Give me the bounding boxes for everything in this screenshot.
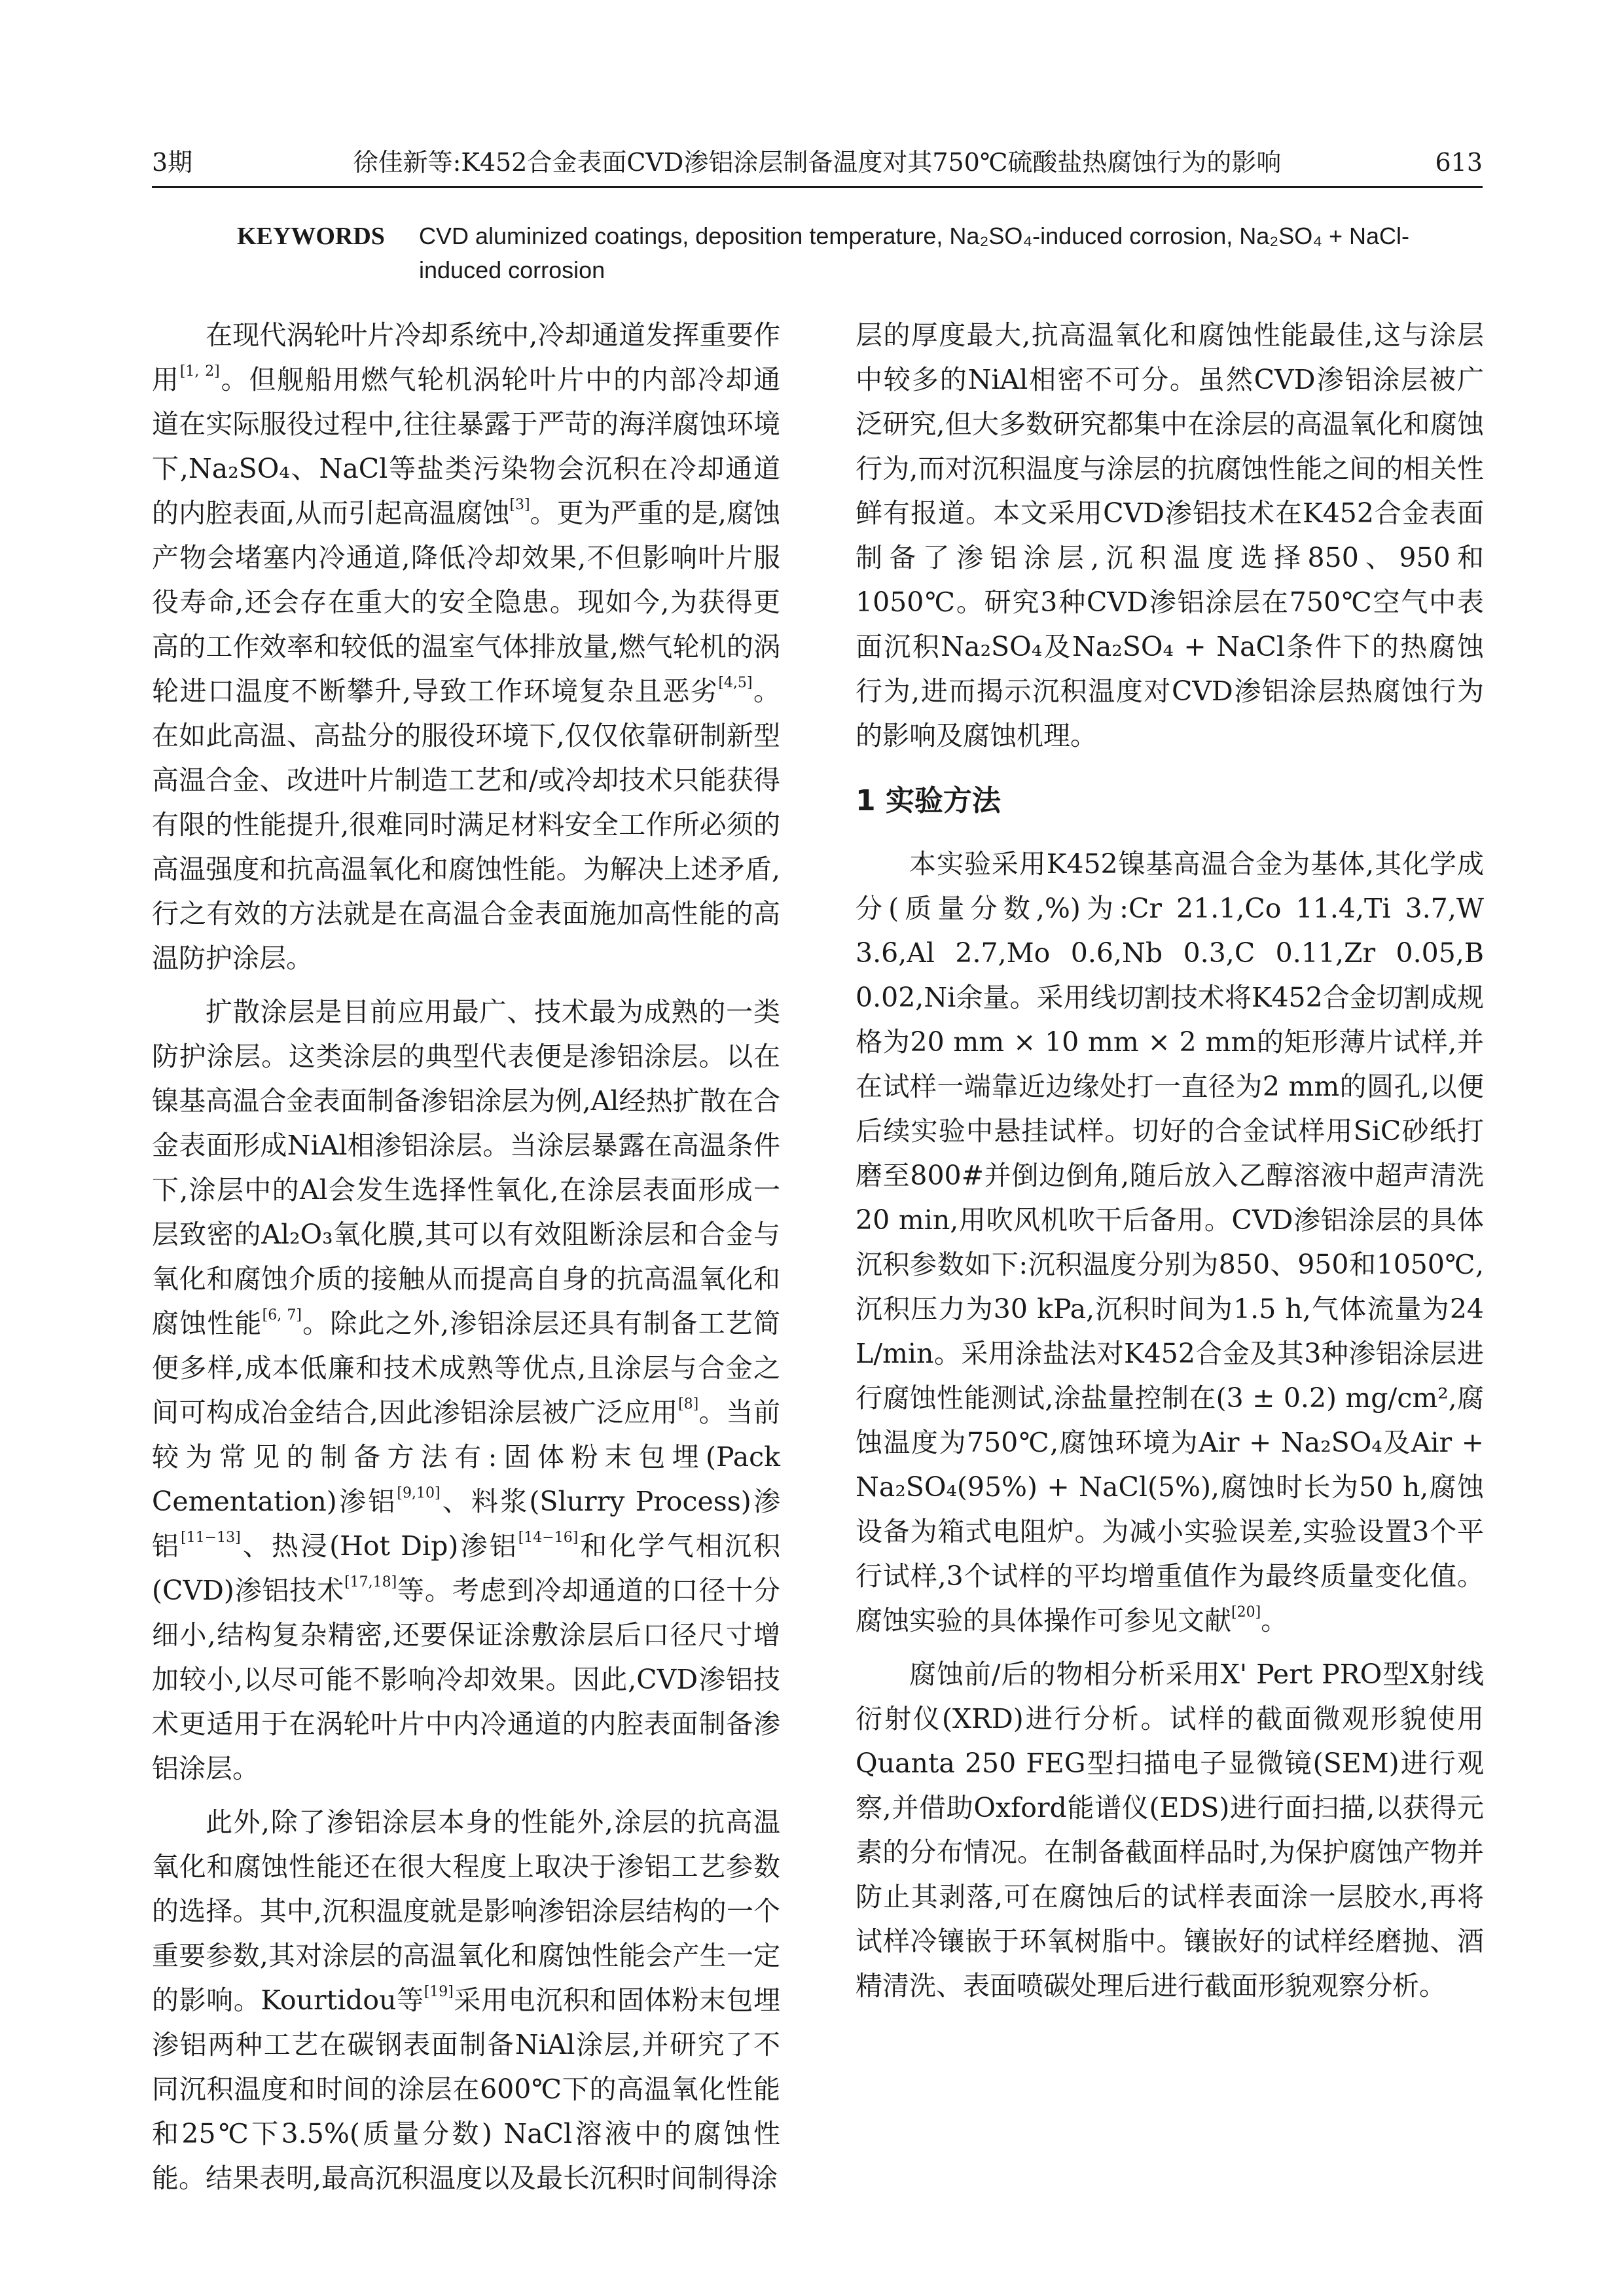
text-run: 。更为严重的是,腐蚀产物会堵塞内冷通道,降低冷却效果,不但影响叶片服役寿命,还会存在重大的安全隐患。现如今,为获得更高的工作效率和较低的温室气体排放量,燃气轮机的涡轮进口温度不断攀升,导致工作环境复杂且恶劣: [152, 497, 780, 707]
text-run: 在现代涡轮叶片冷却系统中,冷却通道发挥重要作用: [152, 319, 780, 395]
text-run: 、热浸(Hot Dip)渗铝: [240, 1530, 518, 1562]
citation: [17,18]: [344, 1574, 397, 1590]
right-column: [856, 313, 1484, 2017]
methods-paragraph-1: [856, 842, 1484, 1643]
citation: [14−16]: [518, 1530, 579, 1546]
keywords-text: CVD aluminized coatings, deposition temperature, Na₂SO₄-induced corrosion, Na₂SO₄ + NaCl-induced corrosion: [419, 223, 1410, 283]
text-run: 和化学气相沉积(CVD)渗铝技术: [152, 1530, 781, 1606]
intro-paragraph-3-continued: 层的厚度最大,抗高温氧化和腐蚀性能最佳,这与涂层中较多的NiAl相密不可分。虽然CVD渗铝涂层被广泛研究,但大多数研究都集中在涂层的高温氧化和腐蚀行为,而对沉积温度与涂层的抗腐蚀性能之间的相关性鲜有报道。本文采用CVD渗铝技术在K452合金表面制备了渗铝涂层,沉积温度选择850、950和1050℃。研究3种CVD渗铝涂层在750℃空气中表面沉积Na₂SO₄及Na₂SO₄ + NaCl条件下的热腐蚀行为,进而揭示沉积温度对CVD渗铝涂层热腐蚀行为的影响及腐蚀机理。: [856, 319, 1484, 751]
keywords-block: [237, 219, 1415, 287]
issue-number: 3期: [152, 148, 193, 177]
keywords-label: KEYWORDS: [237, 223, 385, 250]
intro-paragraph-2: [152, 990, 780, 1791]
citation: [6, 7]: [262, 1307, 302, 1323]
text-run: 。在如此高温、高盐分的服役环境下,仅仅依靠研制新型高温合金、改进叶片制造工艺和/或冷却技术只能获得有限的性能提升,很难同时满足材料安全工作所必须的高温强度和抗高温氧化和腐蚀性能。为解决上述矛盾,行之有效的方法就是在高温合金表面施加高性能的高温防护涂层。: [152, 675, 781, 974]
page-number: 613: [1435, 148, 1483, 177]
text-run: 。: [1261, 1605, 1288, 1636]
text-run: 扩散涂层是目前应用最广、技术最为成熟的一类防护涂层。这类涂层的典型代表便是渗铝涂层。以在镍基高温合金表面制备渗铝涂层为例,Al经热扩散在合金表面形成NiAl相渗铝涂层。当涂层暴露在高温条件下,涂层中的Al会发生选择性氧化,在涂层表面形成一层致密的Al₂O₃氧化膜,其可以有效阻断涂层和合金与氧化和腐蚀介质的接触从而提高自身的抗高温氧化和腐蚀性能: [152, 996, 780, 1339]
intro-paragraph-1: [152, 313, 780, 980]
section-heading: 1 实验方法: [856, 784, 1001, 817]
citation: [1, 2]: [179, 363, 220, 380]
text-run: 。但舰船用燃气轮机涡轮叶片中的内部冷却通道在实际服役过程中,往往暴露于严苛的海洋腐蚀环境下,Na₂SO₄、NaCl等盐类污染物会沉积在冷却通道的内腔表面,从而引起高温腐蚀: [152, 364, 781, 529]
text-run: 。当前较为常见的制备方法有:固体粉末包埋(Pack Cementation)渗铝: [152, 1397, 781, 1517]
text-run: 。除此之外,渗铝涂层还具有制备工艺简便多样,成本低廉和技术成熟等优点,且涂层与合金之间可构成冶金结合,因此渗铝涂层被广泛应用: [152, 1308, 780, 1428]
citation: [8]: [678, 1396, 699, 1412]
citation: [11−13]: [181, 1530, 241, 1546]
text-run: 等。考虑到冷却通道的口径十分细小,结构复杂精密,还要保证涂敷涂层后口径尺寸增加较小,以尽可能不影响冷却效果。因此,CVD渗铝技术更适用于在涡轮叶片中内冷通道的内腔表面制备渗铝涂层。: [152, 1575, 781, 1784]
left-column: [152, 313, 780, 2200]
running-header: [152, 143, 1483, 182]
citation: [4,5]: [718, 675, 753, 691]
text-run: 此外,除了渗铝涂层本身的性能外,涂层的抗高温氧化和腐蚀性能还在很大程度上取决于渗铝工艺参数的选择。其中,沉积温度就是影响渗铝涂层结构的一个重要参数,其对涂层的高温氧化和腐蚀性能会产生一定的影响。Kourtidou等: [152, 1806, 780, 2016]
citation: [3]: [509, 497, 530, 513]
text-run: 本实验采用K452镍基高温合金为基体,其化学成分(质量分数,%)为:Cr 21.1,Co 11.4,Ti 3.7,W 3.6,Al 2.7,Mo 0.6,Nb 0.3,C 0.11,Zr 0.05,B 0.02,Ni余量。采用线切割技术将K452合金切割成规格为20 mm × 10 mm × 2 mm的矩形薄片试样,并在试样一端靠近边缘处打一直径为2 mm的圆孔,以便后续实验中悬挂试样。切好的合金试样用SiC砂纸打磨至800#并倒边倒角,随后放入乙醇溶液中超声清洗20 min,用吹风机吹干后备用。CVD渗铝涂层的具体沉积参数如下:沉积温度分别为850、950和1050℃,沉积压力为30 kPa,沉积时间为1.5 h,气体流量为24 L/min。采用涂盐法对K452合金及其3种渗铝涂层进行腐蚀性能测试,涂盐量控制在(3 ± 0.2) mg/cm²,腐蚀温度为750℃,腐蚀环境为Air + Na₂SO₄及Air + Na₂SO₄(95%) + NaCl(5%),腐蚀时长为50 h,腐蚀设备为箱式电阻炉。为减小实验误差,实验设置3个平行试样,3个试样的平均增重值作为最终质量变化值。腐蚀实验的具体操作可参见文献: [856, 848, 1484, 1636]
text-run: 采用电沉积和固体粉末包埋渗铝两种工艺在碳钢表面制备NiAl涂层,并研究了不同沉积温度和时间的涂层在600℃下的高温氧化性能和25℃下3.5%(质量分数) NaCl溶液中的腐蚀性能。结果表明,最高沉积温度以及最长沉积时间制得涂: [152, 1984, 780, 2194]
header-divider: [152, 186, 1483, 188]
text-run: 、料浆(Slurry Process)渗铝: [152, 1486, 780, 1562]
running-title: 徐佳新等:K452合金表面CVD渗铝涂层制备温度对其750℃硫酸盐热腐蚀行为的影响: [353, 148, 1282, 177]
methods-paragraph-2: 腐蚀前/后的物相分析采用X' Pert PRO型X射线衍射仪(XRD)进行分析。试样的截面微观形貌使用Quanta 250 FEG型扫描电子显微镜(SEM)进行观察,并借助Oxford能谱仪(EDS)进行面扫描,以获得元素的分布情况。在制备截面样品时,为保护腐蚀产物并防止其剥落,可在腐蚀后的试样表面涂一层胶水,再将试样冷镶嵌于环氧树脂中。镶嵌好的试样经磨抛、酒精清洗、表面喷碳处理后进行截面形貌观察分析。: [856, 1659, 1484, 2001]
citation: [19]: [424, 1984, 454, 2000]
citation: [9,10]: [397, 1485, 441, 1501]
citation: [20]: [1231, 1604, 1261, 1621]
intro-paragraph-3-start: [152, 1800, 780, 2200]
